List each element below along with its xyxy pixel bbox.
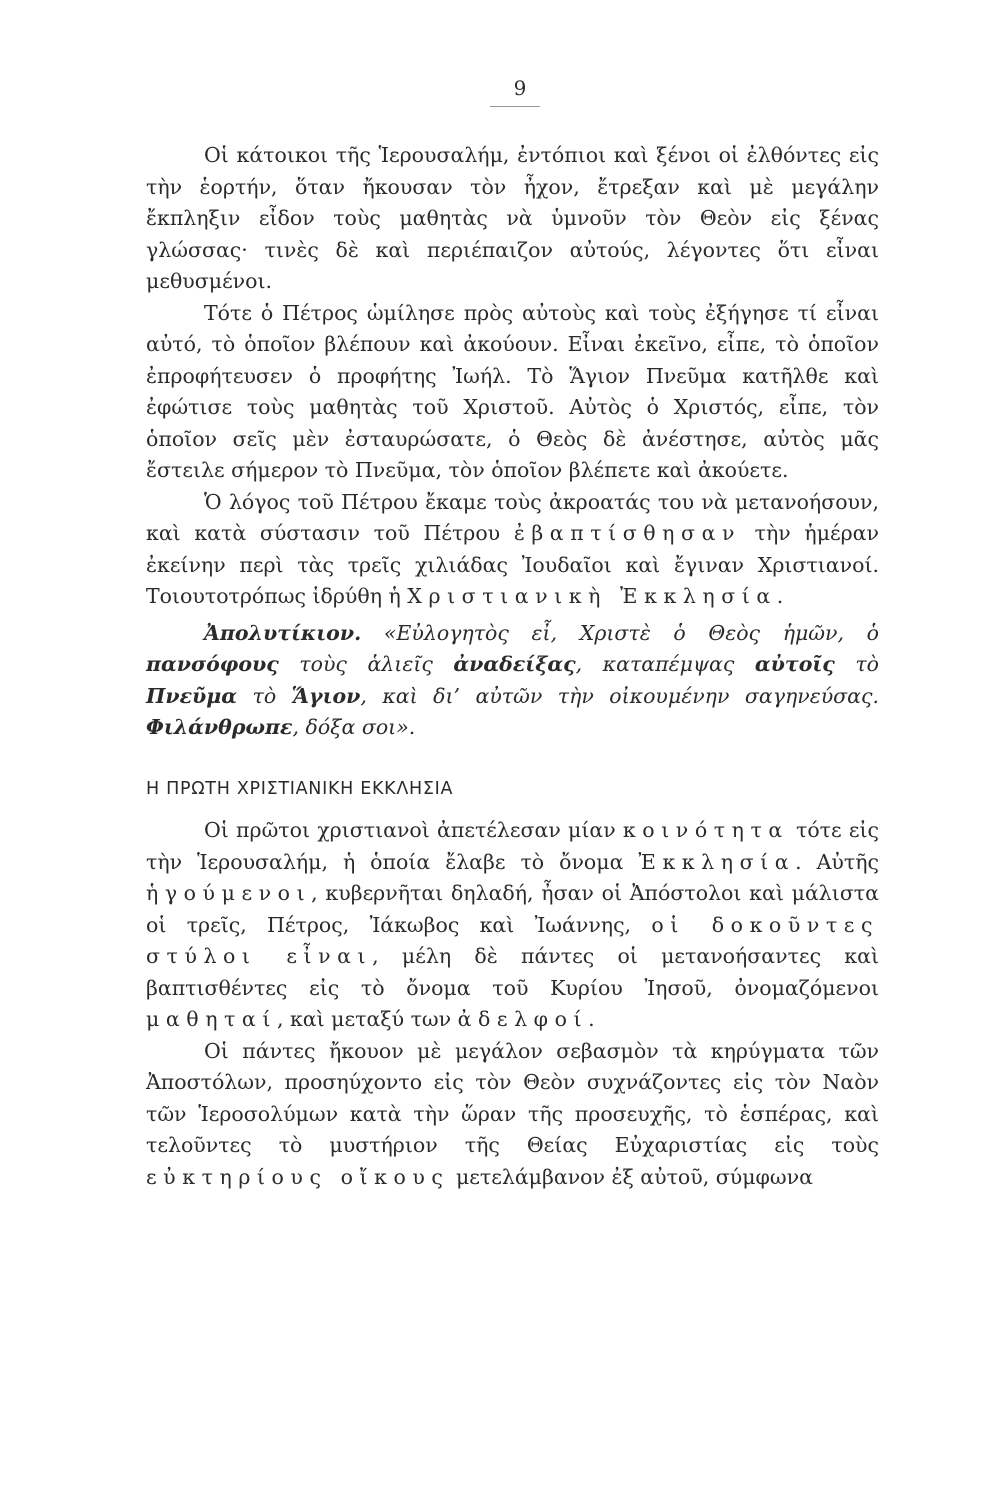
text-run: , καὶ μεταξύ των [276,1007,458,1031]
apolytikion-hymn [146,618,879,744]
text-run: τὸ [834,652,880,676]
paragraph-5 [146,1036,879,1194]
paragraph-3 [146,487,879,613]
spaced-emphasis: ἐβαπτίσθησαν [513,521,741,545]
text-run: , μέλη δὲ πάντες οἱ μετανοήσαντες καὶ βαπτισθέντες εἰς τὸ ὄνομα τοῦ Κυρίου Ἰησοῦ, ὀνομαζόμενοι [146,944,879,1000]
bold-word: αὐτοῖς [754,652,835,676]
text-run: Ὁ λόγος τοῦ Πέτρου ἔκαμε τοὺς ἀκροατάς του νὰ μετανοήσουν, καὶ κατὰ σύστασιν τοῦ Πέτρου [146,489,879,545]
text-run: τότε εἰς τὴν Ἱερουσαλήμ, ἡ ὁποία ἔλαβε τὸ ὄνομα [146,818,879,874]
bold-word: Πνεῦμα [146,683,238,708]
spaced-emphasis: Ἐκκλησία [638,849,796,874]
text-run: τοὺς ἁλιεῖς [278,652,454,676]
page-number-rule [490,106,540,107]
text-run: , κυβερνῆται δηλαδή, ἦσαν οἱ Ἀπόστολοι καὶ μάλιστα οἱ τρεῖς, Πέτρος, Ἰάκωβος καὶ Ἰωάννης, [146,881,879,937]
spaced-emphasis: ἡγούμενοι [146,881,312,905]
body-text [146,140,879,1193]
paragraph-1: Οἱ κάτοικοι τῆς Ἱερουσαλήμ, ἐντόπιοι καὶ ξένοι οἱ ἐλθόντες εἰς τὴν ἑορτήν, ὅταν ἤκουσαν τὸν ἦχον, ἔτρεξαν καὶ μὲ μεγάλην ἔκπληξιν εἶδον τοὺς μαθητὰς νὰ ὑμνοῦν τὸν Θεὸν εἰς ξένας γλώσσας· τινὲς δὲ καὶ περιέπαιζον αὐτούς, λέγοντες ὅτι εἶναι μεθυσμένοι. [146,143,879,293]
bold-word: Ἅγιον [291,683,361,708]
text-run: . [588,1007,595,1031]
page-number: 9 [513,76,527,100]
section-heading: Η ΠΡΩΤΗ ΧΡΙΣΤΙΑΝΙΚΗ ΕΚΚΛΗΣΙΑ [146,778,454,799]
spaced-emphasis: εὐκτηρίους οἴκους [146,1164,450,1189]
spaced-emphasis: κοινότητα [622,818,789,842]
hymn-title: Ἀπολυτίκιον. [204,620,362,645]
bold-word: πανσόφους [146,652,279,676]
text-run: Οἱ πάντες ἤκουον μὲ μεγάλον σεβασμὸν τὰ κηρύγματα τῶν Ἀποστόλων, προσηύχοντο εἰς τὸν Θεὸν συχνάζοντες εἰς τὸν Ναὸν τῶν Ἱεροσολύμων κατὰ τὴν ὥραν τῆς προσευχῆς, τὸ ἑσπέρας, καὶ τελοῦντες τὸ μυστήριον τῆς Θείας Εὐχαριστίας εἰς τοὺς [146,1038,879,1157]
paragraph-4 [146,815,879,1036]
text-run: , δόξα σοι». [292,715,416,739]
text-run: τὸ [237,683,292,708]
bold-word: Φιλάνθρωπε [146,715,293,739]
spaced-emphasis: οἱ δοκοῦντες στύλοι εἶναι [146,912,880,968]
text-run: μετελάμβανον ἐξ αὐτοῦ, σύμφωνα [449,1164,813,1189]
spaced-emphasis: Χριστιανικὴ Ἐκκλησία [407,584,777,608]
text-run: . Αὐτῆς [795,849,879,874]
text-run: «Εὐλογητὸς εἶ, Χριστὲ ὁ Θεὸς ἡμῶν, ὁ [361,620,879,645]
text-run: . [776,584,784,608]
spaced-emphasis: ἀδελφοί [457,1007,589,1031]
text-run: Οἱ πρῶτοι χριστιανοὶ ἀπετέλεσαν μίαν [204,818,623,842]
paragraph-2: Τότε ὁ Πέτρος ὡμίλησε πρὸς αὐτοὺς καὶ τοὺς ἐξήγησε τί εἶναι αὐτό, τὸ ὁποῖον βλέπουν καὶ ἀκούουν. Εἶναι ἐκεῖνο, εἶπε, τὸ ὁποῖον ἐπροφήτευσεν ὁ προφήτης Ἰωήλ. Τὸ Ἅγιον Πνεῦμα κατῆλθε καὶ ἐφώτισε τοὺς μαθητὰς τοῦ Χριστοῦ. Αὐτὸς ὁ Χριστός, εἶπε, τὸν ὁποῖον σεῖς μὲν ἐσταυρώσατε, ὁ Θεὸς δὲ ἀνέστησε, αὐτὸς μᾶς ἔστειλε σήμερον τὸ Πνεῦμα, τὸν ὁποῖον βλέπετε καὶ ἀκούετε. [146,300,879,482]
text-run: , καταπέμψας [575,652,755,676]
text-run: τὴν ἡμέραν ἐκείνην περὶ τὰς τρεῖς χιλιάδας Ἰουδαῖοι καὶ ἔγιναν Χριστιανοί. Τοιουτοτρόπως ἱδρύθη ἡ [146,521,879,608]
bold-word: ἀναδείξας [453,652,576,676]
spaced-emphasis: μαθηταί [146,1007,277,1031]
text-run: , καὶ δι’ αὐτῶν τὴν οἰκουμένην σαγηνεύσας. [360,683,879,708]
